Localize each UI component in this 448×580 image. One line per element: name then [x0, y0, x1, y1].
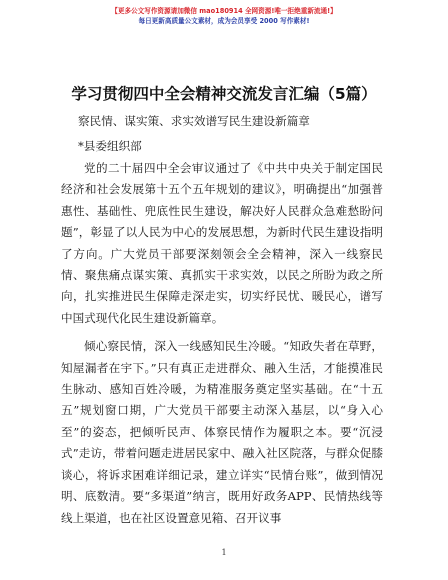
body-paragraph-2: 倾心察民情，深入一线感知民生冷暖。“知政失者在草野，知屋漏者在宇下。”只有真正走进群众、融入生活，才能摸准民生脉动、感知百姓冷暖，为精准服务奠定坚实基础。在“十五五”规划窗口期，广大党员干部要主动深入基层，以“身入心至”的姿态，把倾听民声、体察民情作为履职之本。要“沉浸式”走访，带着问题走进居民家中、融入社区院落，与群众促膝谈心，将诉求困难详细记录，建立详实“民情台账”，做到情况明、底数清。要“多渠道”纳言，既用好政务APP、民情热线等线上渠道，也在社区设置意见箱、召开议事 [61, 339, 383, 525]
article-subtitle: 察民情、谋实策、求实效谱写民生建设新篇章 [78, 114, 310, 128]
body-paragraph-1: 党的二十届四中全会审议通过了《中共中央关于制定国民经济和社会发展第十五个五年规划的建议》，明确提出“加强普惠性、基础性、兜底性民生建设，解决好人民群众急难愁盼问题”，彰显了以人民为中心的发展思想，为新时代民生建设指明了方向。广大党员干部要深刻领会全会精神，深入一线察民情、聚焦痛点谋实策、真抓实干求实效，以民之所盼为政之所向，扎实推进民生保障走深走实，切实纾民忧、暖民心，谱写中国式现代化民生建设新篇章。 [61, 161, 383, 325]
promo-banner-line-1: 【更多公文写作资源请加微信 mao180914 全网资源!唯一拒绝重新流通!】 [111, 7, 337, 15]
document-title: 学习贯彻四中全会精神交流发言汇编（5篇） [71, 85, 377, 103]
promo-banner [0, 6, 448, 26]
promo-banner-line-2: 每日更新高质量公文素材，成为会员享受 2000 写作素材! [138, 17, 310, 25]
article-author: *县委组织部 [78, 139, 142, 153]
page-number: 1 [221, 548, 227, 557]
article-body [61, 158, 383, 529]
